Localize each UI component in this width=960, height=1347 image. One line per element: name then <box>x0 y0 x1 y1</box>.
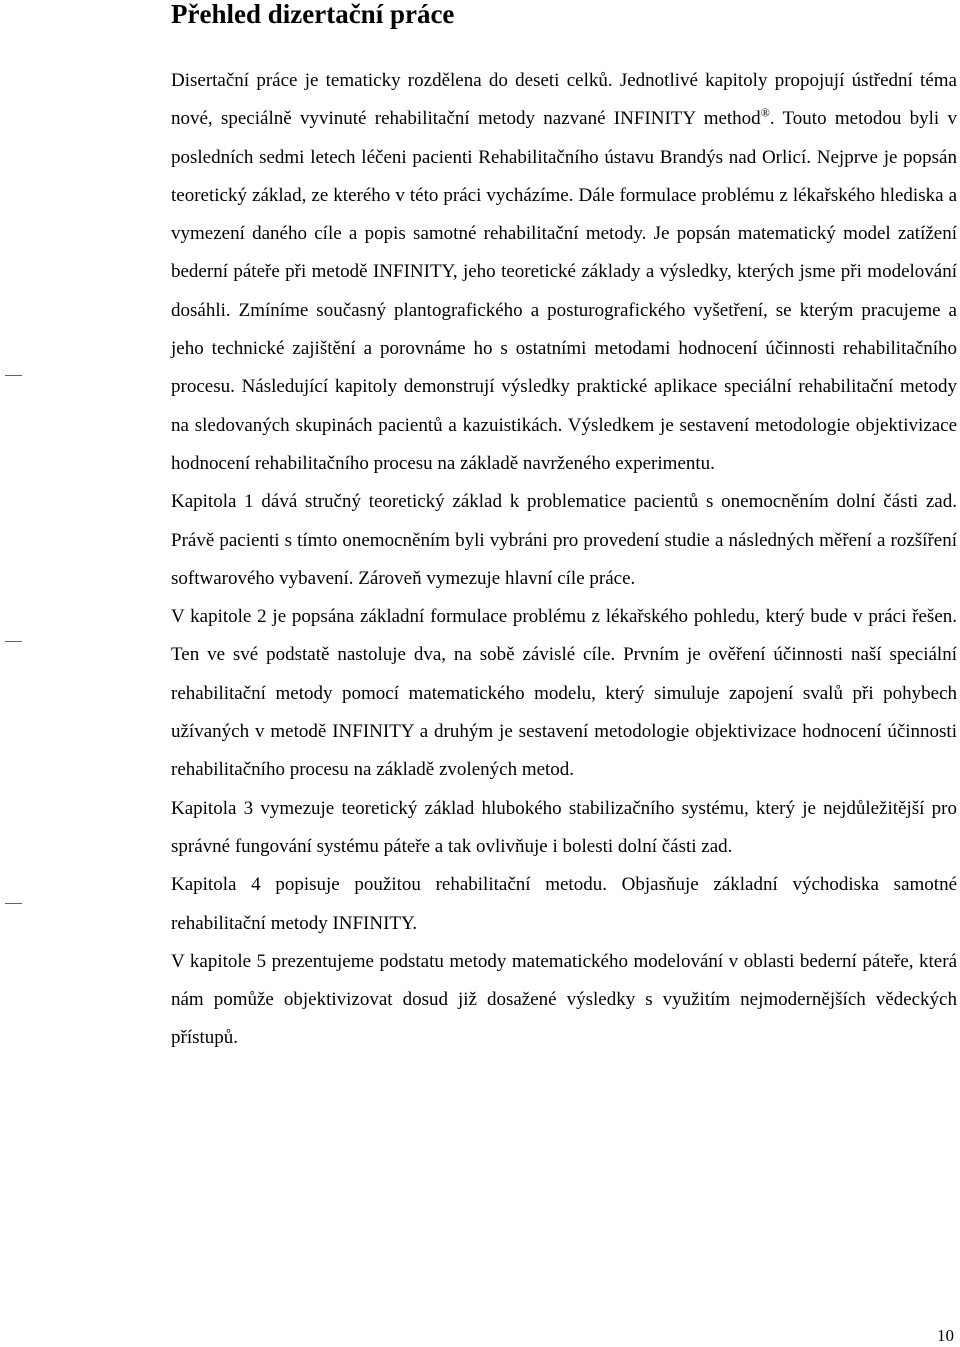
page-title: Přehled dizertační práce <box>171 0 455 29</box>
paragraph-chapter-5: V kapitole 5 prezentujeme podstatu metody matematického modelování v oblasti bederní páteře, která nám pomůže objektivizovat dosud již dosažené výsledky s využitím nejmodernějších vědeckých přístupů. <box>171 950 957 1049</box>
margin-mark <box>5 641 22 642</box>
paragraph-overview-start: Disertační práce je tematicky rozdělena do deseti celků. Jednotlivé kapitoly propojují ústřední téma nové, speciálně vyvinuté rehabilitační metody nazvané INFINITY method <box>171 70 957 130</box>
body-text <box>171 62 957 1058</box>
paragraph-chapter-3: Kapitola 3 vymezuje teoretický základ hlubokého stabilizačního systému, který je nejdůležitější pro správné fungování systému páteře a tak ovlivňuje i bolesti dolní části zad. <box>171 797 957 857</box>
registered-mark-icon: ® <box>760 105 770 120</box>
paragraph-overview <box>171 62 957 483</box>
paragraph-chapter-2: V kapitole 2 je popsána základní formulace problému z lékařského pohledu, který bude v práci řešen. Ten ve své podstatě nastoluje dva, na sobě závislé cíle. Prvním je ověření účinnosti naší speciální rehabilitační metody pomocí matematického modelu, který simuluje zapojení svalů při pohybech užívaných v metodě INFINITY a druhým je sestavení metodologie objektivizace hodnocení účinnosti rehabilitačního procesu na základě zvolených metod. <box>171 606 957 781</box>
page-number: 10 <box>937 1326 954 1345</box>
paragraph-overview-rest: . Touto metodou byli v posledních sedmi letech léčeni pacienti Rehabilitačního ústavu Brandýs nad Orlicí. Nejprve je popsán teoretický základ, ze kterého v této práci vycházíme. Dále formulace problému z lékařského hlediska a vymezení daného cíle a popis samotné rehabilitační metody. Je popsán matematický model zatížení bederní páteře při metodě INFINITY, jeho teoretické základy a výsledky, kterých jsme při modelování dosáhli. Zmíníme současný plantografického a posturografického vyšetření, se kterým pracujeme a jeho technické zajištění a porovnáme ho s ostatními metodami hodnocení účinnosti rehabilitačního procesu. Následující kapitoly demonstrují výsledky praktické aplikace speciální rehabilitační metody na sledovaných skupinách pacientů a kazuistikách. Výsledkem je sestavení metodologie objektivizace hodnocení rehabilitačního procesu na základě navrženého experimentu. <box>171 108 957 474</box>
paragraph-chapter-4: Kapitola 4 popisuje použitou rehabilitační metodu. Objasňuje základní východiska samotné rehabilitační metody INFINITY. <box>171 874 957 934</box>
margin-mark <box>5 903 22 904</box>
paragraph-chapter-1: Kapitola 1 dává stručný teoretický základ k problematice pacientů s onemocněním dolní části zad. Právě pacienti s tímto onemocněním byli vybráni pro provedení studie a následných měření a rozšíření softwarového vybavení. Zároveň vymezuje hlavní cíle práce. <box>171 491 957 589</box>
margin-mark <box>5 375 22 376</box>
